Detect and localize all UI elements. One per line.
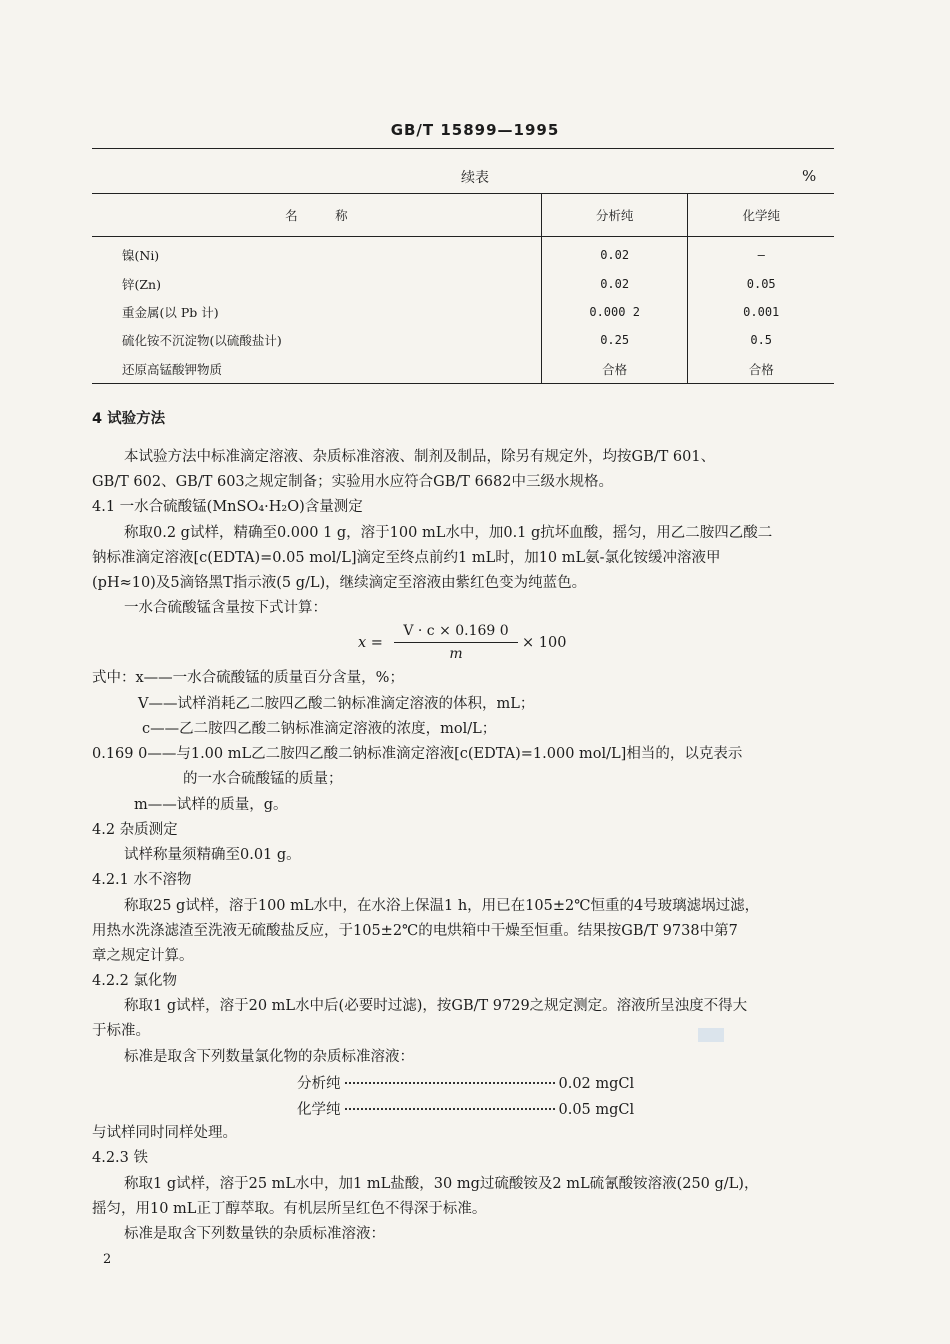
chloride-standard-cp [297,1098,634,1119]
section-4-2-2-standard-intro: 标准是取含下列数量氯化物的杂质标准溶液： [124,1049,414,1065]
where-x: 式中：x——一水合硫酸锰的质量百分含量，%； [92,670,404,686]
page-number: 2 [103,1252,112,1267]
row-cp-value: 合格 [688,355,834,384]
section-4-2-2-closing: 与试样同时同样处理。 [92,1125,237,1141]
row-name: 镍(Ni) [122,248,160,264]
section-4-1-heading: 4.1 一水合硫酸锰(MnSO₄·H₂O)含量测定 [92,499,363,515]
row-ar-value: 0.000 2 [541,298,688,326]
chloride-cp-value: 0.05 mgCl [558,1102,635,1118]
where-constant-line-2: 的一水合硫酸锰的质量； [183,771,343,787]
row-name: 锌(Zn) [122,276,161,292]
table-header-row [92,194,834,237]
section-4-1-para-line-2: 钠标准滴定溶液[c(EDTA)=0.05 mol/L]滴定至终点前约1 mL时，加10 mL氨-氯化铵缓冲溶液甲 [92,550,721,566]
table-row [92,326,834,354]
row-cp-value: — [688,237,834,270]
row-ar-value: 0.25 [541,326,688,354]
section-4-intro-line-2: GB/T 602、GB/T 603之规定制备；实验用水应符合GB/T 6682中三级水规格。 [92,474,613,490]
section-4-1-para-line-3: (pH≈10)及5滴铬黑T指示液(5 g/L)，继续滴定至溶液由紫红色变为纯蓝色。 [92,575,587,591]
row-cp-value: 0.001 [688,298,834,326]
row-name: 硫化铵不沉淀物(以硫酸盐计) [122,333,282,349]
table-row [92,355,834,384]
section-4-2-1-para-line-2: 用热水洗涤滤渣至洗液无硫酸盐反应，于105±2℃的电烘箱中干燥至恒重。结果按GB/T 9738中第7 [92,923,738,939]
section-4-title: 4 试验方法 [92,411,166,427]
fraction-bar [394,642,518,643]
chloride-ar-value: 0.02 mgCl [558,1076,635,1092]
table-caption: 续表 [461,170,489,186]
section-4-2-3-standard-intro: 标准是取含下列数量铁的杂质标准溶液： [124,1226,385,1242]
section-4-intro-line-1: 本试验方法中标准滴定溶液、杂质标准溶液、制剂及制品，除另有规定外，均按GB/T 601、 [124,449,716,465]
section-4-2-1-heading: 4.2.1 水不溶物 [92,872,192,888]
row-ar-value: 0.02 [541,237,688,270]
header-rule [92,148,834,149]
section-4-2-1-para-line-1: 称取25 g试样，溶于100 mL水中，在水浴上保温1 h，用已在105±2℃恒重的4号玻璃滤埚过滤， [124,898,760,914]
chloride-standard-ar [297,1072,634,1093]
row-name: 重金属(以 Pb 计) [122,304,219,320]
row-cp-value: 0.05 [688,269,834,297]
standard-number-header: GB/T 15899—1995 [390,121,560,139]
where-constant-line-1: 0.169 0——与1.00 mL乙二胺四乙酸二钠标准滴定溶液[c(EDTA)=1.000 mol/L]相当的，以克表示 [92,746,743,762]
table-row [92,298,834,326]
section-4-2-2-para-line-2: 于标准。 [92,1023,150,1039]
section-4-2-2-para-line-1: 称取1 g试样，溶于20 mL水中后(必要时过滤)，按GB/T 9729之规定测定。溶液所呈浊度不得大 [124,998,748,1014]
table-row [92,269,834,297]
section-4-1-para-line-1: 称取0.2 g试样，精确至0.000 1 g，溶于100 mL水中，加0.1 g抗坏血酸，摇匀，用乙二胺四乙酸二 [124,525,773,541]
table-row [92,237,834,270]
where-V: V——试样消耗乙二胺四乙酸二钠标准滴定溶液的体积，mL； [138,696,535,712]
section-4-2-para: 试样称量须精确至0.01 g。 [124,847,301,863]
header-analytical-grade: 分析纯 [541,194,688,237]
where-m: m——试样的质量，g。 [134,797,288,813]
table-unit: % [802,167,817,185]
section-4-2-3-para-line-1: 称取1 g试样，溶于25 mL水中，加1 mL盐酸，30 mg过硫酸铵及2 mL硫氰酸铵溶液(250 g/L)， [124,1176,759,1192]
impurity-table [92,193,834,384]
grade-label-cp: 化学纯 [297,1102,341,1118]
section-4-2-heading: 4.2 杂质测定 [92,822,178,838]
formula-fraction [394,621,518,664]
section-4-1-formula-intro: 一水合硫酸锰含量按下式计算： [124,600,327,616]
row-cp-value: 0.5 [688,326,834,354]
header-chemical-grade: 化学纯 [688,194,834,237]
row-ar-value: 合格 [541,355,688,384]
leader-dots [345,1082,555,1084]
leader-dots [345,1108,555,1110]
formula-lhs: x = [358,635,383,651]
grade-label-ar: 分析纯 [297,1076,341,1092]
section-4-2-2-heading: 4.2.2 氯化物 [92,973,178,989]
formula-numerator: V · c × 0.169 0 [403,623,509,639]
scan-mark [698,1028,724,1042]
section-4-2-3-para-line-2: 摇匀，用10 mL正丁醇萃取。有机层所呈红色不得深于标准。 [92,1201,487,1217]
formula-rhs: × 100 [522,635,567,651]
row-name: 还原高锰酸钾物质 [92,355,541,384]
formula-denominator: m [449,646,463,662]
where-c: c——乙二胺四乙酸二钠标准滴定溶液的浓度，mol/L； [142,721,497,737]
header-name: 名 称 [92,194,541,237]
row-ar-value: 0.02 [541,269,688,297]
section-4-2-1-para-line-3: 章之规定计算。 [92,948,194,964]
section-4-2-3-heading: 4.2.3 铁 [92,1150,149,1166]
